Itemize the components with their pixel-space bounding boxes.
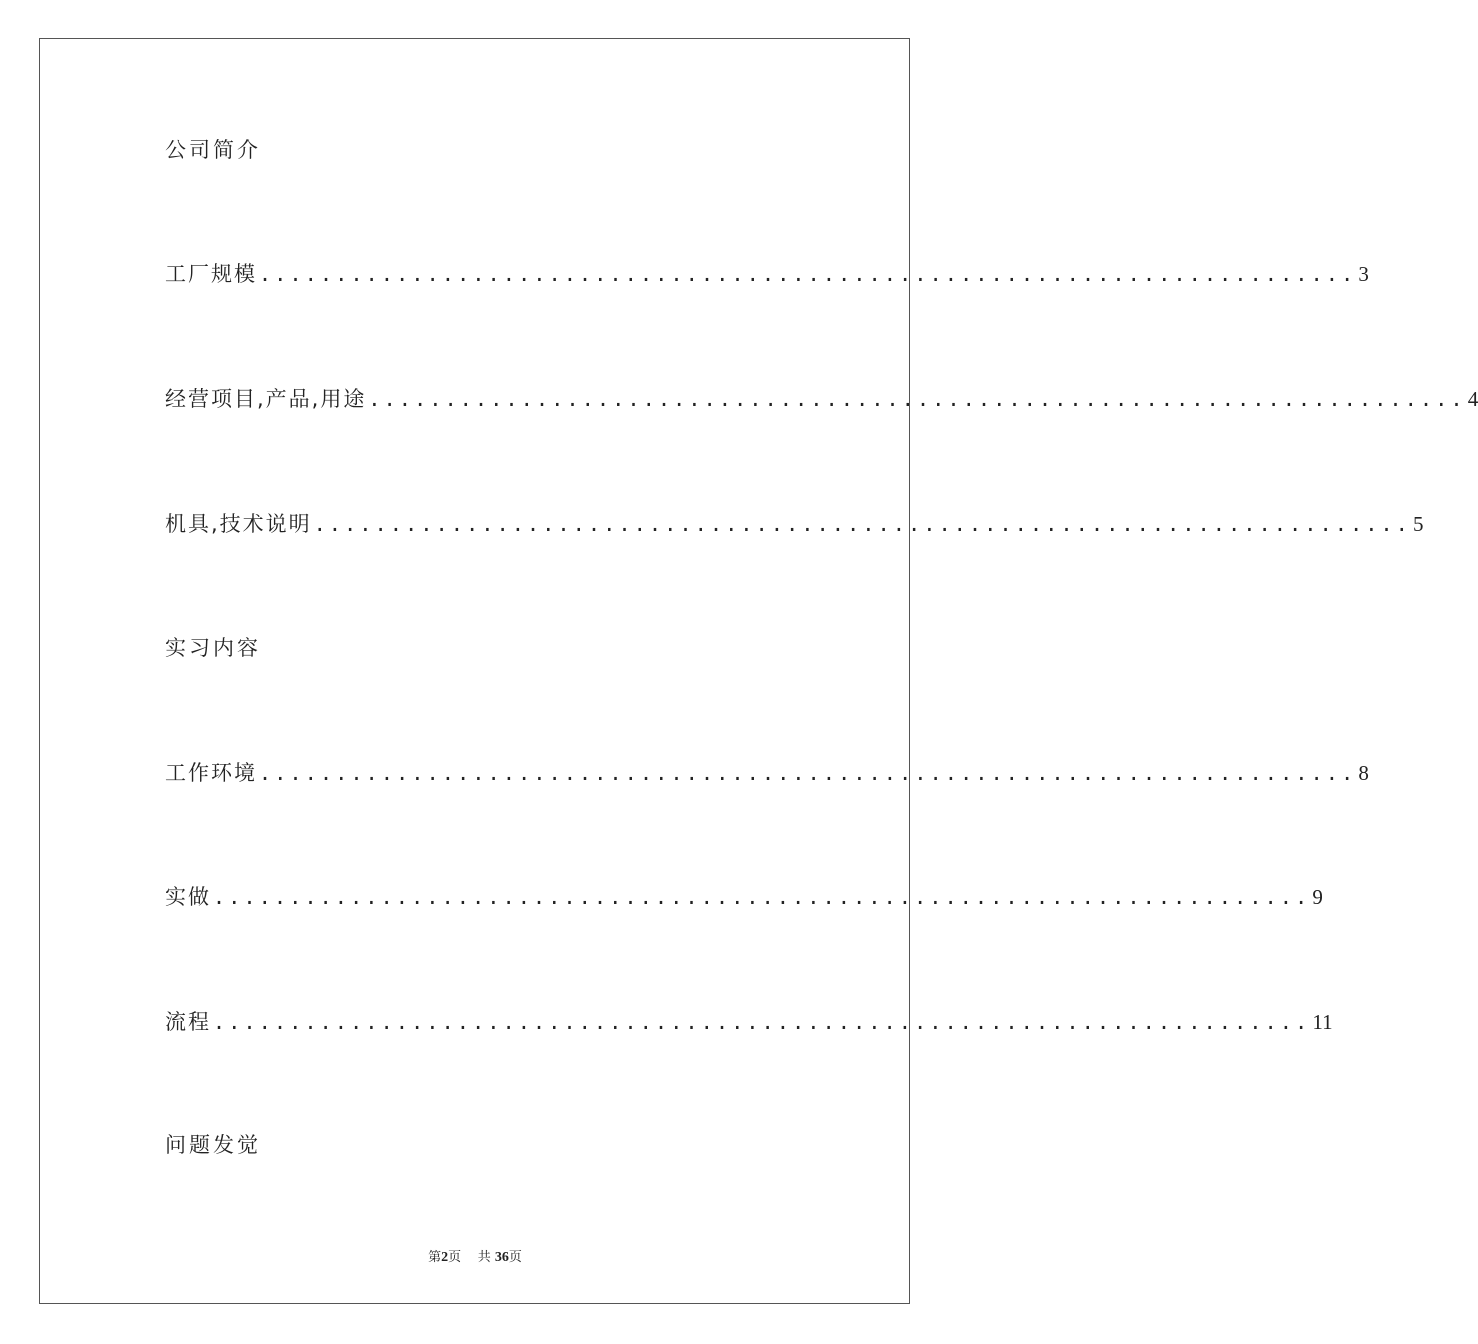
heading-company-intro: 公司简介: [165, 138, 261, 162]
toc-leader-dots: ........................................................................: [259, 761, 1357, 785]
toc-entry-factory-scale[interactable]: [165, 259, 1369, 289]
toc-entry-equipment-tech[interactable]: [165, 509, 1424, 539]
toc-entry-work-environment[interactable]: [165, 758, 1369, 788]
toc-entry-title: 流程: [165, 1010, 211, 1034]
toc-leader-dots: ........................................................................: [313, 512, 1412, 536]
toc-entry-title: 实做: [165, 885, 211, 909]
toc-entry-title: 经营项目,产品,用途: [165, 387, 367, 411]
heading-internship-content: 实习内容: [165, 636, 261, 660]
toc-leader-dots: ........................................................................: [368, 387, 1466, 411]
toc-entry-page: 3: [1358, 262, 1369, 286]
toc-entry-title: 工作环境: [165, 761, 257, 785]
footer-prefix: 第: [428, 1250, 442, 1265]
toc-leader-dots: ........................................................................: [213, 1010, 1311, 1034]
toc-leader-dots: ........................................................................: [259, 262, 1357, 286]
toc-entry-page: 9: [1312, 885, 1323, 909]
page-border: [39, 38, 910, 1304]
toc-entry-practice[interactable]: [165, 882, 1323, 912]
toc-entry-page: 5: [1413, 512, 1424, 536]
footer-total-pages: 36: [494, 1250, 509, 1265]
toc-entry-title: 工厂规模: [165, 262, 257, 286]
toc-entry-page: 4: [1467, 387, 1478, 411]
toc-entry-page: 8: [1358, 761, 1369, 785]
footer-total-unit: 页: [508, 1250, 522, 1265]
toc-entry-business-products[interactable]: [165, 384, 1478, 414]
footer-current-page: 2: [441, 1250, 449, 1265]
toc-entry-process[interactable]: [165, 1007, 1333, 1037]
footer-total-prefix: 共: [477, 1250, 491, 1265]
toc-entry-title: 机具,技术说明: [165, 512, 312, 536]
heading-problems-found: 问题发觉: [165, 1133, 261, 1157]
footer-page-unit: 页: [448, 1250, 462, 1265]
toc-entry-page: 11: [1312, 1010, 1333, 1034]
page-footer: [0, 1246, 950, 1266]
toc-leader-dots: ........................................................................: [213, 885, 1311, 909]
